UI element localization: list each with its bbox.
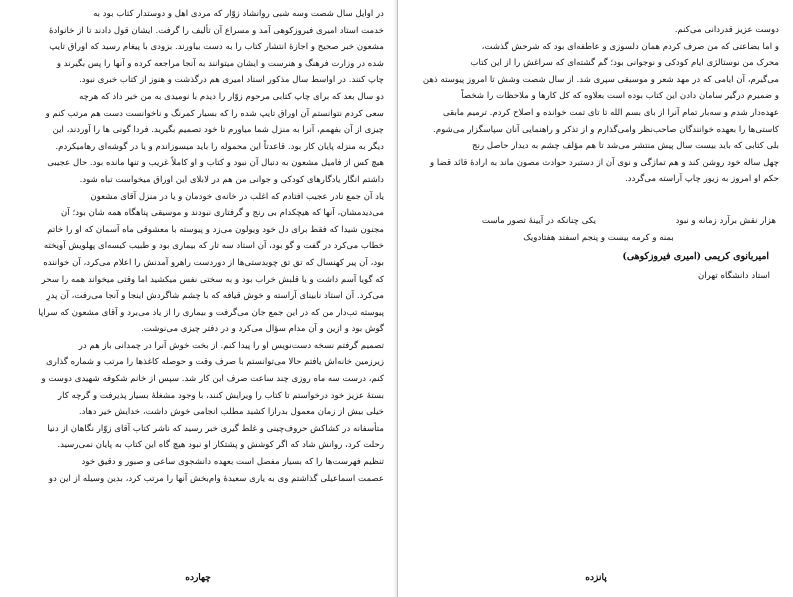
text-line: کاستی‌ها را بعهده خوانندگان صاحب‌نظر وامی‌گذارم و از تذکر و راهنمایی آنان سپاسگزار می‌شوم. xyxy=(433,124,779,135)
text-line: و ضمیرم درگیر سامان دادن این کتاب بوده است بعلاوه که کل کارها و ملاحظات را شخصاً xyxy=(461,91,779,102)
text-line: چاپ کنند. در اواسط سال مذکور استاد امیری هم درگذشت و هنوز از کتاب خبری نبود. xyxy=(79,75,384,86)
author-name: امیربانوی کریمی (امیری فیروزکوهی) xyxy=(622,251,769,262)
right-page-number: پانزده xyxy=(585,573,607,583)
text-line: در اوایل سال شصت وسه شبی روانشاد زوّار که مردی اهل و دوستدار کتاب بود به xyxy=(93,9,384,19)
left-page-body xyxy=(10,6,384,487)
text-line: کنم، درست سه ماه روزی چند ساعت صرف این کار شد. سپس از خانم شکوفه شهیدی دوست و xyxy=(41,374,384,385)
text-line: پیوسته تب‌دار من که در این جمع جان می‌گرفت و بیماری را از یاد می‌برد و آقای مشعون که سراپا xyxy=(38,307,384,318)
author-affiliation: استاد دانشگاه تهران xyxy=(697,271,770,281)
text-line: بلی کتابی که باید بیست سال پیش منتشر می‌شد تا هم مؤلف چشم به دیدار حاصل رنج xyxy=(472,141,779,152)
text-line: خدمت استاد امیری فیروزکوهی آمد و مسراع آن تألیف را گرفت. ایشان قول دادند تا از خانوادهٔ xyxy=(48,25,384,36)
text-line: عهده‌دار شدم و سه‌بار تمام آنرا از بای بسم الله تا تای تمت خوانده و اصلاح کردم. ترمیم مابقی xyxy=(443,107,779,118)
text-line: بستهٔ عزیز خود درخواستم تا کتاب را ویرایش کنند، با وجود مشغلهٔ بسیار پذیرفت و گرچه کار xyxy=(57,390,384,401)
right-page-body xyxy=(414,22,779,188)
text-line: می‌دیدمشان، آنها که هیچکدام بی رنج و گرفتاری نبودند و موسیقی پناهگاه همه شان بود؛ آن xyxy=(61,208,384,219)
text-line: مجنون شیدا که فقط برای دل خود ویولون می‌زد و پیوسته با معشوقی ماه آسمان که او را خاتم xyxy=(47,224,384,235)
text-line: چهل ساله خود روشن کند و هم تمازگی و نوی آن از دستبرد حوادث مصون ماند به ارادهٔ قائد قضا و xyxy=(430,157,779,168)
text-line: شده در وزارت فرهنگ و هنرست و ایشان میتوانند به آنجا مراجعه کرده و آنها را پس بگیرند و xyxy=(56,58,384,69)
date-line-text: بمنه و کرمه بیست و پنجم اسفند هفتادویک xyxy=(523,233,674,243)
poem-hemistich-1: هزار نقش برآرد زمانه و نبود xyxy=(675,216,776,226)
text-line: دیگر به منزله پایان کار بود. قاعدتاً این محموله را باید میسوزاندم و یا در گوشه‌ای رهامیکردم. xyxy=(55,141,384,152)
text-line: که گویا آسم داشت و یا قلبش خراب بود و به سختی نفس میکشید اما وقتی میخواند همه را سحر xyxy=(41,274,384,285)
text-line: چیزی از آن بفهمم، آنرا به منزل شما میاورم تا خود تصمیم بگیرید. فردا گونی ها را آوردند، این xyxy=(52,125,384,136)
text-line: عصمت اسماعیلی گذاشتم وی به یاری سعیدهٔ وام‌بخش آنها را مرتب کرد، بدین وسیله از این دو xyxy=(48,473,384,484)
text-line: هیچ کس از فامیل مشعون به دنبال آن نبود و کتاب و او کاملاً غریب و تنها مانده بود. حال عجیبی xyxy=(47,158,384,169)
text-line: مشعون خبر صحیح و اجازهٔ انتشار کتاب را به دست بیاورند. بزودی با پیغام رسید که اوراق تایپ xyxy=(49,42,384,53)
text-line: بود، آن پیر کهنسال که تق تق چوبدستی‌ها از دوردست راهرو آمدنش را اعلام می‌کرد، آن خواننده xyxy=(43,257,384,268)
text-line: تنظیم فهرست‌ها را که بسیار مفصل است بعهده دانشجوی ساعی و صبور و دقیق خود xyxy=(81,457,384,468)
text-line: می‌گیرم، آن ایامی که در مهد شعر و موسیقی سپری شد. از سال شصت وشش تا امروز پیوسته ذهن xyxy=(422,74,779,85)
text-line: خیلی بیش از زمان معمول بدرازا کشید مطلب انجامی خوش داشت، خدایش خیر دهاد. xyxy=(78,407,384,418)
text-line: متأسفانه در کشاکش حروف‌چینی و غلط گیری خبر رسید که ناشر کتاب آقای زوّار نگاهان از دنیا xyxy=(47,423,384,434)
poem-hemistich-2: یکی چنانکه در آیینهٔ تصور ماست xyxy=(481,216,596,226)
text-line: دوست عزیز قدردانی می‌کنم. xyxy=(674,25,779,35)
poem-date-line xyxy=(476,233,721,243)
right-page xyxy=(397,0,793,597)
text-line: داشتم انگار یادگارهای کودکی و جوانی من هم در لابلای این اوراق میخواست تباه شود. xyxy=(79,174,384,185)
text-line: تصمیم گرفتم نسخه دست‌نویس او را پیدا کنم. از بخت خوش آنرا در چمدانی باز هم در xyxy=(78,340,384,351)
text-line: محرک من نوستالژی ایام کودکی و نوجوانی بود؛ گم گشته‌ای که سراغش را از این کتاب xyxy=(470,58,779,69)
text-line: یاد آن جمع نادر عجیب افتادم که اغلب در خانه‌ی خودمان و یا در منزل آقای مشعون xyxy=(90,191,384,202)
text-line: می‌کرد. آن استاد نابینای آراسته و خوش قیافه که با چشم شاگردش اینجا و آنجا می‌رفت، آن پدرِ xyxy=(46,291,384,302)
text-line: سعی کردم نتوانستم آن اوراق تایپ شده را که بسیار کمرنگ و ناخوانست دست هم مرتب کنم و xyxy=(45,108,384,119)
text-line: دو سال بعد که برای چاپ کتابی مرحوم زوّار را دیدم با نومیدی به من خبر داد که هرچه xyxy=(79,91,384,102)
text-line: و اما بضاعتی که من صرف کردم همان دلسوزی و عاطفه‌ای بود که شرحش گذشت، xyxy=(481,41,779,52)
text-line: رحلت کرد، روانش شاد که اگر کوشش و پشتکار او نبود هیچ گاه این کتاب به پایان نمی‌رسید. xyxy=(57,440,384,451)
text-line: حکم او امروز به زیور چاپ آراسته می‌گردد. xyxy=(625,174,779,185)
text-line: گوش بود و ازین و آن مدام سؤال می‌کرد و در دفتر چیزی می‌نوشت. xyxy=(141,324,384,335)
left-page-number: چهارده xyxy=(185,573,211,583)
text-line: زیرزمین خانه‌اش یافتم حالا می‌توانستم با صرف وقت و حوصله کاغذها را مرتب و شماره گذاری xyxy=(46,357,384,368)
text-line: خطاب می‌کرد در گفت و گو بود، آن استاد سه تار که بیماری بود و طبیب کیسه‌ای پهلویش آویخته xyxy=(43,241,384,252)
